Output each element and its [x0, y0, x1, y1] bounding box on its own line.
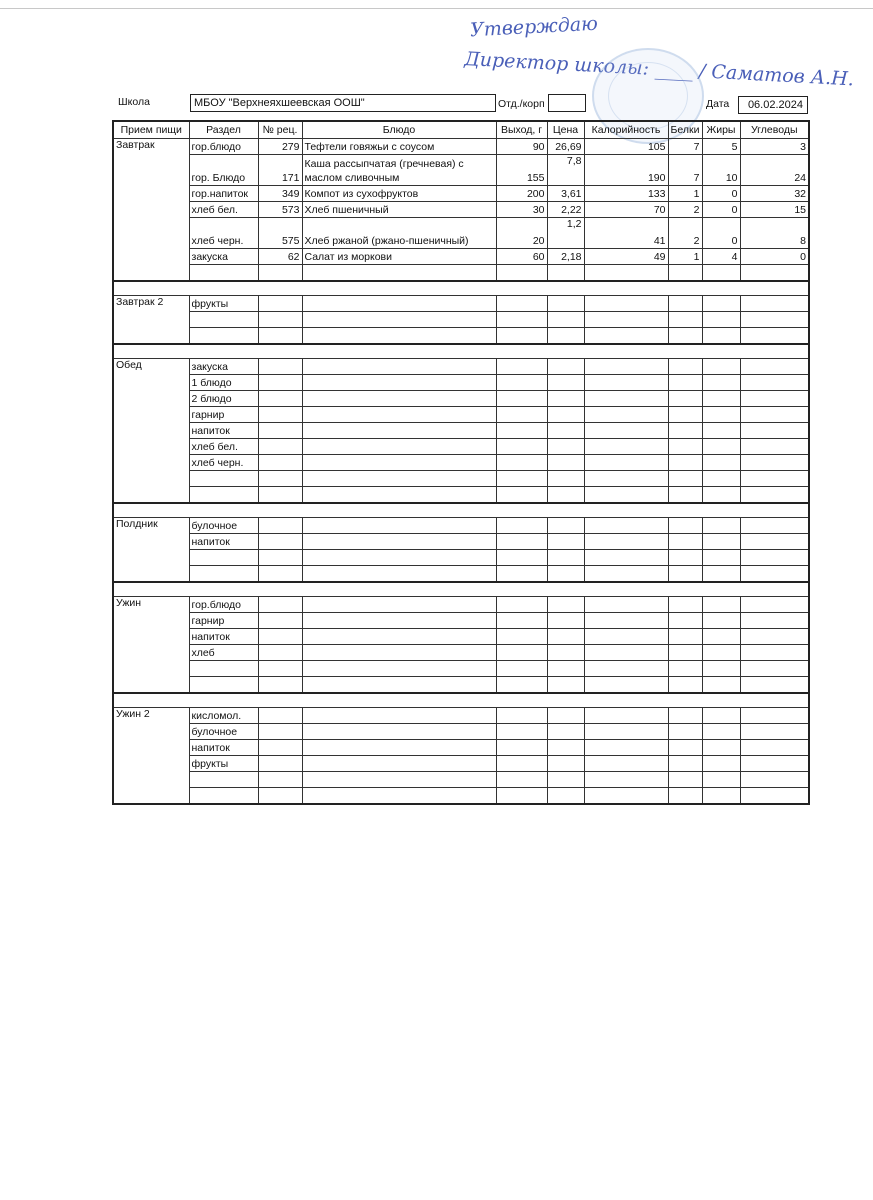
- table-row: [113, 202, 809, 218]
- section-cell: [189, 788, 258, 805]
- section-cell: напиток: [189, 534, 258, 550]
- table-row: [113, 629, 809, 645]
- section-cell: гор.блюдо: [189, 139, 258, 155]
- meal-name-dinner-2: Ужин 2: [113, 708, 189, 805]
- kcal-cell: 49: [584, 249, 668, 265]
- output-cell: 20: [496, 218, 547, 249]
- page-top-rule: [0, 8, 873, 9]
- dish-cell: [302, 265, 496, 282]
- price-cell: 3,61: [547, 186, 584, 202]
- section-cell: закуска: [189, 359, 258, 375]
- output-cell: [496, 265, 547, 282]
- table-row: [113, 455, 809, 471]
- section-cell: [189, 772, 258, 788]
- kcal-cell: 105: [584, 139, 668, 155]
- price-cell: [547, 265, 584, 282]
- table-row: [113, 391, 809, 407]
- carbs-cell: 8: [740, 218, 809, 249]
- table-row: [113, 265, 809, 282]
- fat-cell: 0: [702, 218, 740, 249]
- col-header-output: Выход, г: [496, 121, 547, 139]
- approval-handwriting-line2: Директор школы: ____ / Саматов А.Н.: [463, 48, 855, 91]
- section-cell: закуска: [189, 249, 258, 265]
- protein-cell: 7: [668, 155, 702, 186]
- section-cell: хлеб: [189, 645, 258, 661]
- table-row: [113, 708, 809, 724]
- table-row: [113, 724, 809, 740]
- group-spacer: [113, 281, 809, 296]
- fat-cell: 0: [702, 202, 740, 218]
- price-cell: 7,8: [547, 155, 584, 186]
- recipe-cell: 573: [258, 202, 302, 218]
- protein-cell: 1: [668, 186, 702, 202]
- table-row: [113, 677, 809, 694]
- table-row: [113, 645, 809, 661]
- section-cell: хлеб бел.: [189, 439, 258, 455]
- school-name-field: МБОУ "Верхнеяхшеевская ООШ": [190, 94, 496, 112]
- meal-name-breakfast: Завтрак: [113, 139, 189, 282]
- section-cell: фрукты: [189, 296, 258, 312]
- kcal-cell: 190: [584, 155, 668, 186]
- section-cell: напиток: [189, 629, 258, 645]
- table-row: [113, 534, 809, 550]
- group-spacer: [113, 503, 809, 518]
- table-row: [113, 359, 809, 375]
- table-row: [113, 249, 809, 265]
- fat-cell: 4: [702, 249, 740, 265]
- section-cell: булочное: [189, 518, 258, 534]
- section-cell: гор. Блюдо: [189, 155, 258, 186]
- protein-cell: 2: [668, 202, 702, 218]
- table-row: [113, 661, 809, 677]
- dish-cell: Тефтели говяжьи с соусом: [302, 139, 496, 155]
- kcal-cell: [584, 265, 668, 282]
- protein-cell: 1: [668, 249, 702, 265]
- fat-cell: 5: [702, 139, 740, 155]
- section-cell: [189, 661, 258, 677]
- section-cell: гор.блюдо: [189, 597, 258, 613]
- meal-name-dinner: Ужин: [113, 597, 189, 694]
- table-row: [113, 218, 809, 249]
- table-row: [113, 407, 809, 423]
- table-row: [113, 518, 809, 534]
- dept-field: [548, 94, 586, 112]
- table-row: [113, 155, 809, 186]
- table-row: [113, 439, 809, 455]
- table-row: [113, 471, 809, 487]
- section-cell: кисломол.: [189, 708, 258, 724]
- table-row: [113, 375, 809, 391]
- section-cell: 1 блюдо: [189, 375, 258, 391]
- fat-cell: [702, 265, 740, 282]
- output-cell: 30: [496, 202, 547, 218]
- dish-cell: Компот из сухофруктов: [302, 186, 496, 202]
- col-header-section: Раздел: [189, 121, 258, 139]
- protein-cell: 2: [668, 218, 702, 249]
- col-header-meal: Прием пищи: [113, 121, 189, 139]
- section-cell: булочное: [189, 724, 258, 740]
- output-cell: 200: [496, 186, 547, 202]
- section-cell: фрукты: [189, 756, 258, 772]
- section-cell: [189, 487, 258, 504]
- section-cell: хлеб черн.: [189, 218, 258, 249]
- section-cell: [189, 677, 258, 694]
- output-cell: 60: [496, 249, 547, 265]
- section-cell: напиток: [189, 740, 258, 756]
- section-cell: [189, 550, 258, 566]
- section-cell: [189, 312, 258, 328]
- col-header-price: Цена: [547, 121, 584, 139]
- carbs-cell: 32: [740, 186, 809, 202]
- recipe-cell: 575: [258, 218, 302, 249]
- table-row: [113, 740, 809, 756]
- meal-name-breakfast-2: Завтрак 2: [113, 296, 189, 345]
- section-cell: гарнир: [189, 407, 258, 423]
- table-row: [113, 186, 809, 202]
- col-header-dish: Блюдо: [302, 121, 496, 139]
- section-cell: гор.напиток: [189, 186, 258, 202]
- table-row: [113, 487, 809, 504]
- table-row: [113, 566, 809, 583]
- carbs-cell: 24: [740, 155, 809, 186]
- group-spacer: [113, 693, 809, 708]
- price-cell: 2,22: [547, 202, 584, 218]
- table-row: [113, 423, 809, 439]
- table-header-row: [113, 121, 809, 139]
- table-row: [113, 296, 809, 312]
- carbs-cell: 3: [740, 139, 809, 155]
- fat-cell: 0: [702, 186, 740, 202]
- section-cell: хлеб черн.: [189, 455, 258, 471]
- carbs-cell: 0: [740, 249, 809, 265]
- group-spacer: [113, 582, 809, 597]
- output-cell: 90: [496, 139, 547, 155]
- col-header-protein: Белки: [668, 121, 702, 139]
- section-cell: [189, 471, 258, 487]
- date-label: Дата: [706, 98, 730, 110]
- dish-cell: Хлеб ржаной (ржано-пшеничный): [302, 218, 496, 249]
- section-cell: напиток: [189, 423, 258, 439]
- group-spacer: [113, 344, 809, 359]
- section-cell: гарнир: [189, 613, 258, 629]
- kcal-cell: 41: [584, 218, 668, 249]
- section-cell: 2 блюдо: [189, 391, 258, 407]
- carbs-cell: 15: [740, 202, 809, 218]
- dept-label: Отд./корп: [498, 98, 545, 110]
- menu-table: [112, 120, 810, 805]
- kcal-cell: 133: [584, 186, 668, 202]
- section-cell: хлеб бел.: [189, 202, 258, 218]
- dish-cell: Хлеб пшеничный: [302, 202, 496, 218]
- protein-cell: [668, 265, 702, 282]
- protein-cell: 7: [668, 139, 702, 155]
- recipe-cell: 62: [258, 249, 302, 265]
- table-row: [113, 597, 809, 613]
- section-cell: [189, 265, 258, 282]
- table-row: [113, 550, 809, 566]
- table-row: [113, 772, 809, 788]
- col-header-recipe: № рец.: [258, 121, 302, 139]
- section-cell: [189, 566, 258, 583]
- dish-cell: Каша рассыпчатая (гречневая) с маслом сливочным: [302, 155, 496, 186]
- date-field: 06.02.2024: [738, 96, 808, 114]
- price-cell: 1,2: [547, 218, 584, 249]
- col-header-kcal: Калорийность: [584, 121, 668, 139]
- meal-name-afternoon-snack: Полдник: [113, 518, 189, 583]
- kcal-cell: 70: [584, 202, 668, 218]
- carbs-cell: [740, 265, 809, 282]
- approval-handwriting-line1: Утверждаю: [469, 12, 599, 42]
- table-row: [113, 613, 809, 629]
- price-cell: 2,18: [547, 249, 584, 265]
- recipe-cell: 171: [258, 155, 302, 186]
- col-header-fat: Жиры: [702, 121, 740, 139]
- fat-cell: 10: [702, 155, 740, 186]
- school-label: Школа: [118, 96, 150, 108]
- recipe-cell: 279: [258, 139, 302, 155]
- table-row: [113, 328, 809, 345]
- recipe-cell: 349: [258, 186, 302, 202]
- meal-name-lunch: Обед: [113, 359, 189, 504]
- dish-cell: Салат из моркови: [302, 249, 496, 265]
- price-cell: 26,69: [547, 139, 584, 155]
- table-row: [113, 756, 809, 772]
- recipe-cell: [258, 265, 302, 282]
- output-cell: 155: [496, 155, 547, 186]
- table-row: [113, 788, 809, 805]
- table-row: [113, 312, 809, 328]
- table-row: [113, 139, 809, 155]
- col-header-carbs: Углеводы: [740, 121, 809, 139]
- section-cell: [189, 328, 258, 345]
